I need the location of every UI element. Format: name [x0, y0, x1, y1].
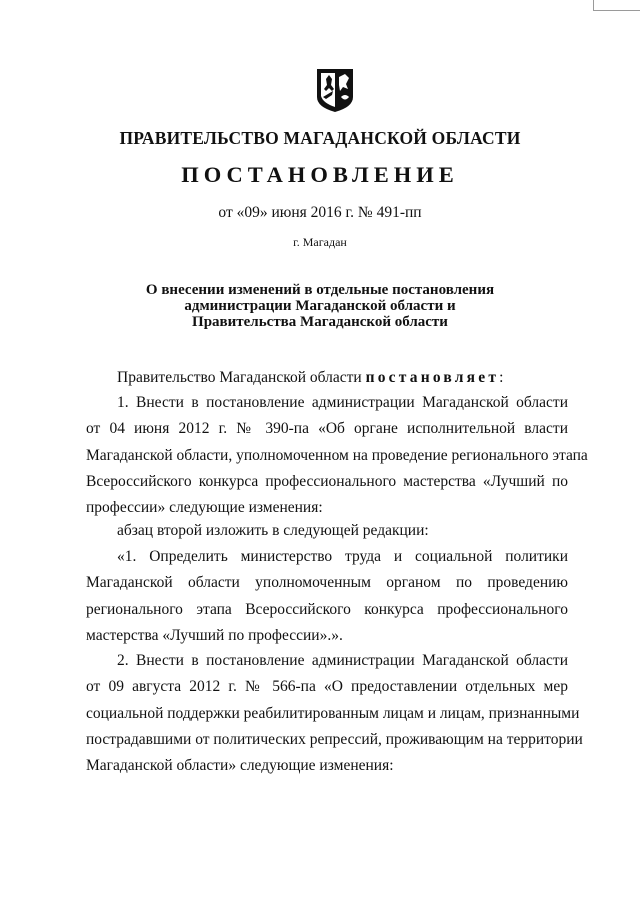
- document-date-number: от «09» июня 2016 г. № 491-пп: [218, 204, 422, 221]
- paragraph-2: [86, 518, 568, 544]
- paragraph-line: социальной поддержки реабилитированным лицам и лицам, признанными: [86, 704, 580, 722]
- paragraph-line: от 09 августа 2012 г. № 566-па «О предоставлении отдельных мер: [86, 678, 568, 696]
- paragraph-line: «1. Определить министерство труда и социальной политики: [117, 548, 568, 565]
- intro-paragraph: [86, 365, 568, 391]
- paragraph-line: Магаданской области» следующие изменения:: [86, 757, 394, 775]
- paragraph-line: профессии» следующие изменения:: [86, 499, 323, 517]
- paragraph-4: [86, 648, 583, 779]
- paragraph-line: 1. Внести в постановление администрации Магаданской области: [117, 394, 568, 411]
- resolves-word: постановляет: [365, 369, 500, 386]
- document-type: ПОСТАНОВЛЕНИЕ: [181, 162, 459, 187]
- document-city: г. Магадан: [293, 235, 347, 249]
- subject-line: О внесении изменений в отдельные постановления: [145, 282, 495, 298]
- paragraph-line: Магаданской области, уполномоченном на проведение регионального этапа: [86, 446, 588, 464]
- intro-text: Правительство Магаданской области: [117, 369, 366, 386]
- page-corner-mark: [593, 0, 640, 11]
- paragraph-1: [86, 390, 588, 521]
- paragraph-line: от 04 июня 2012 г. № 390-па «Об органе исполнительной власти: [86, 420, 568, 438]
- paragraph-line: пострадавшими от политических репрессий, проживающим на территории: [86, 730, 583, 748]
- paragraph-line: 2. Внести в постановление администрации Магаданской области: [117, 652, 568, 669]
- paragraph-line: Магаданской области уполномоченным органом по проведению: [86, 574, 568, 592]
- document-subject: [0, 282, 640, 330]
- intro-colon: :: [499, 369, 504, 386]
- paragraph-3: [86, 544, 568, 649]
- subject-line: администрации Магаданской области и: [184, 298, 456, 314]
- subject-line: Правительства Магаданской области: [192, 314, 448, 330]
- paragraph-line: абзац второй изложить в следующей редакции:: [117, 522, 429, 539]
- paragraph-line: регионального этапа Всероссийского конкурса профессионального: [86, 600, 568, 618]
- paragraph-line: Всероссийского конкурса профессионального мастерства «Лучший по: [86, 472, 568, 490]
- government-name: ПРАВИТЕЛЬСТВО МАГАДАНСКОЙ ОБЛАСТИ: [119, 128, 521, 148]
- coat-of-arms-icon: [315, 67, 355, 113]
- paragraph-line: мастерства «Лучший по профессии».».: [86, 626, 343, 644]
